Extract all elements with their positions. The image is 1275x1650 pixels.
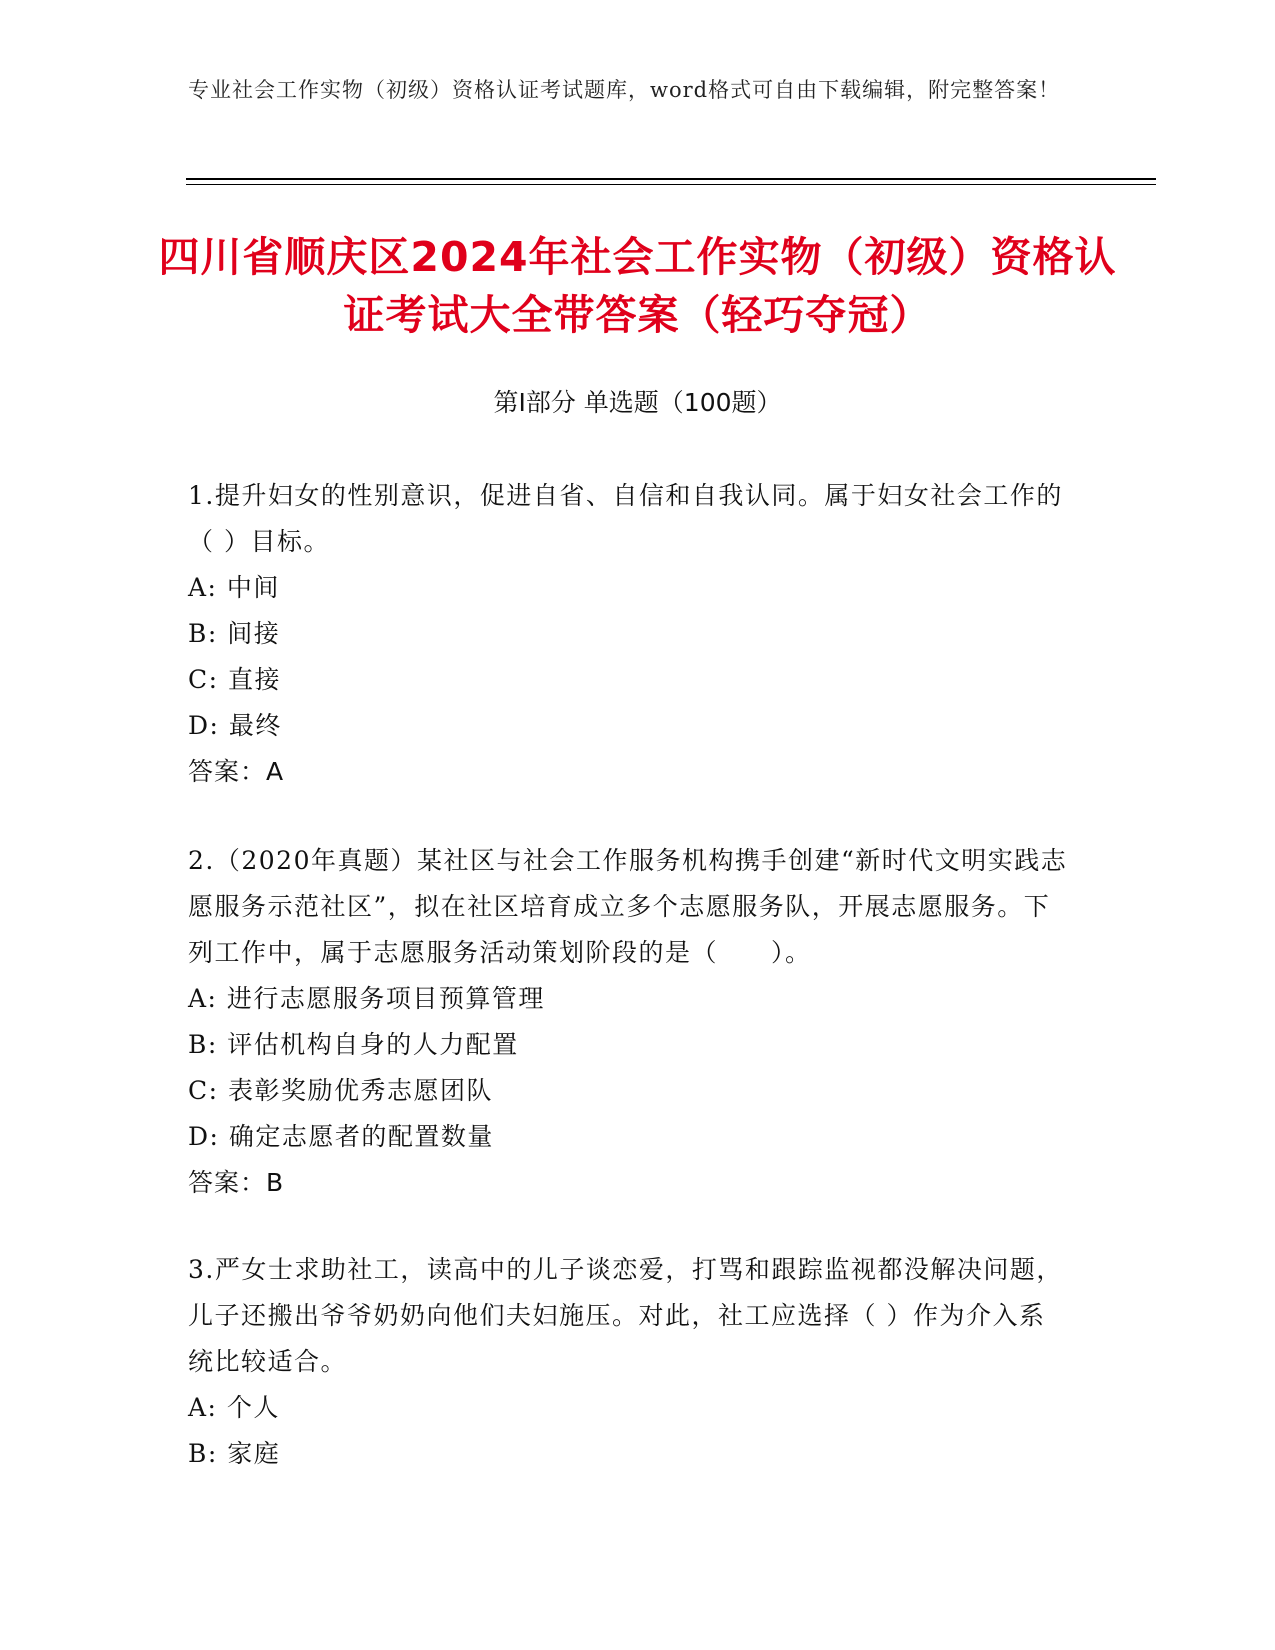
header-note: 专业社会工作实物（初级）资格认证考试题库，word格式可自由下载编辑，附完整答案！ bbox=[188, 78, 1061, 102]
header-divider-thick bbox=[186, 178, 1156, 180]
question-1 bbox=[188, 473, 1068, 795]
option-b: B: 间接 bbox=[188, 619, 281, 648]
answer: 答案：B bbox=[188, 1168, 285, 1197]
option-a: A: 进行志愿服务项目预算管理 bbox=[188, 984, 545, 1013]
option-b: B: 评估机构自身的人力配置 bbox=[188, 1030, 519, 1059]
question-3 bbox=[188, 1247, 1068, 1477]
question-stem: 3.严女士求助社工，读高中的儿子谈恋爱，打骂和跟踪监视都没解决问题，儿子还搬出爷爷奶奶向他们夫妇施压。对此，社工应选择（ ）作为介入系统比较适合。 bbox=[188, 1255, 1063, 1376]
option-c: C: 直接 bbox=[188, 665, 281, 694]
question-stem: 1.提升妇女的性别意识，促进自省、自信和自我认同。属于妇女社会工作的（ ）目标。 bbox=[188, 481, 1063, 556]
option-a: A: 中间 bbox=[188, 573, 280, 602]
question-stem: 2.（2020年真题）某社区与社会工作服务机构携手创建“新时代文明实践志愿服务示范社区”，拟在社区培育成立多个志愿服务队，开展志愿服务。下列工作中，属于志愿服务活动策划阶段的是（ ）。 bbox=[188, 846, 1068, 967]
option-d: D: 最终 bbox=[188, 711, 282, 740]
header-divider-thin bbox=[186, 184, 1156, 185]
section-heading: 第I部分 单选题（100题） bbox=[493, 388, 782, 417]
option-c: C: 表彰奖励优秀志愿团队 bbox=[188, 1076, 493, 1105]
question-2 bbox=[188, 838, 1068, 1206]
document-title: 四川省顺庆区2024年社会工作实物（初级）资格认证考试大全带答案（轻巧夺冠） bbox=[158, 233, 1117, 339]
option-a: A: 个人 bbox=[188, 1393, 280, 1422]
option-b: B: 家庭 bbox=[188, 1439, 281, 1468]
answer: 答案：A bbox=[188, 757, 285, 786]
option-d: D: 确定志愿者的配置数量 bbox=[188, 1122, 494, 1151]
